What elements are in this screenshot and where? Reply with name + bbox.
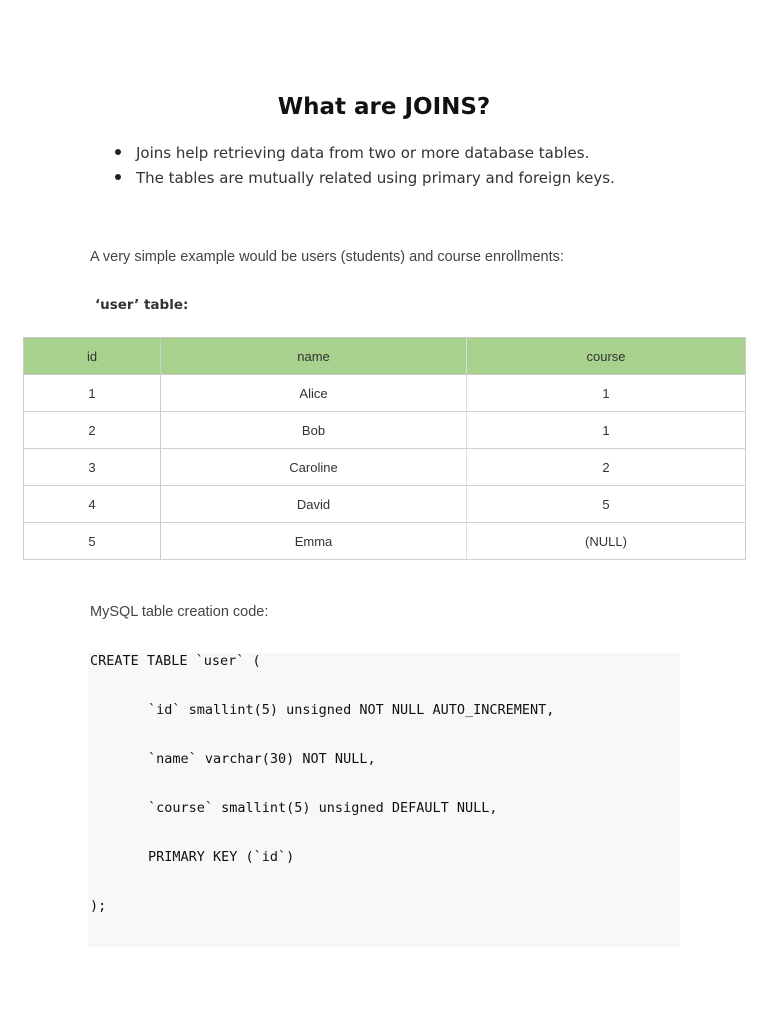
code-line: PRIMARY KEY (`id`) [148, 849, 295, 865]
column-header-course: course [467, 338, 746, 375]
bullet-text: Joins help retrieving data from two or more database tables. [136, 144, 590, 162]
cell-id: 1 [24, 375, 161, 412]
code-label: MySQL table creation code: [90, 604, 269, 620]
code-line: CREATE TABLE `user` ( [90, 653, 261, 669]
user-table [23, 337, 746, 560]
cell-id: 5 [24, 523, 161, 560]
table-label: ‘user’ table: [95, 297, 189, 313]
cell-name: Caroline [161, 449, 467, 486]
table-row [24, 523, 746, 560]
cell-id: 2 [24, 412, 161, 449]
cell-course: (NULL) [467, 523, 746, 560]
column-header-name: name [161, 338, 467, 375]
cell-name: Emma [161, 523, 467, 560]
cell-id: 4 [24, 486, 161, 523]
list-item [115, 168, 615, 193]
code-line: `id` smallint(5) unsigned NOT NULL AUTO_INCREMENT, [148, 702, 555, 718]
cell-name: Alice [161, 375, 467, 412]
cell-name: David [161, 486, 467, 523]
bullet-icon [115, 149, 121, 155]
table-row [24, 486, 746, 523]
cell-course: 2 [467, 449, 746, 486]
bullet-list [115, 143, 615, 193]
cell-course: 5 [467, 486, 746, 523]
table-header-row [24, 338, 746, 375]
cell-course: 1 [467, 375, 746, 412]
cell-id: 3 [24, 449, 161, 486]
table-row [24, 375, 746, 412]
column-header-id: id [24, 338, 161, 375]
code-line: `name` varchar(30) NOT NULL, [148, 751, 376, 767]
page-title: What are JOINS? [277, 94, 491, 120]
code-block [88, 653, 680, 947]
table-row [24, 449, 746, 486]
code-line: ); [90, 898, 107, 914]
list-item [115, 143, 615, 168]
intro-paragraph: A very simple example would be users (students) and course enrollments: [90, 249, 564, 265]
cell-course: 1 [467, 412, 746, 449]
bullet-text: The tables are mutually related using primary and foreign keys. [136, 169, 615, 187]
bullet-icon [115, 174, 121, 180]
code-line: `course` smallint(5) unsigned DEFAULT NULL, [148, 800, 498, 816]
cell-name: Bob [161, 412, 467, 449]
table-row [24, 412, 746, 449]
